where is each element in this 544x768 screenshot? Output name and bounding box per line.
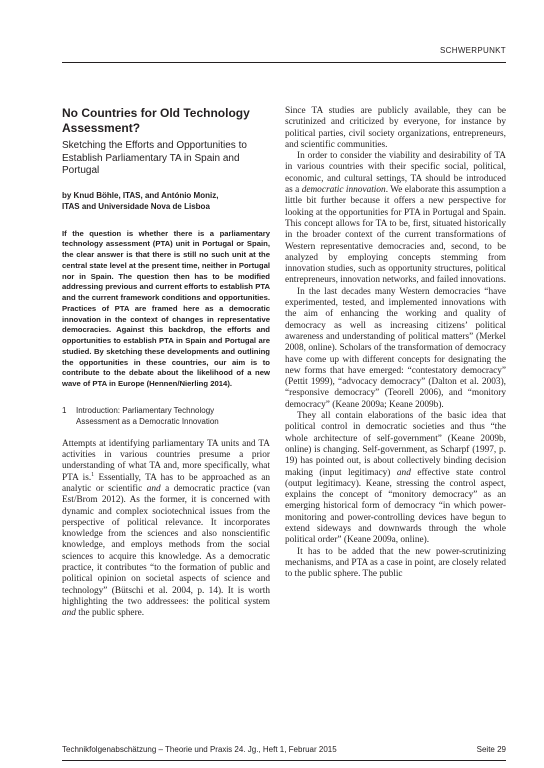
- authors-line-1: by Knud Böhle, ITAS, and António Moniz,: [62, 190, 219, 200]
- section-title-line-2: Assessment as a Democratic Innovation: [76, 416, 219, 426]
- paragraph-1-emphasis-2: and: [62, 608, 76, 619]
- section-title: [76, 405, 270, 427]
- paragraph-4: In the last decades many Western democracies “have experimented, tested, and implemented innovations with the aim of enhancing the working and quality of democracy as well as increasing citizens’ political awareness and understanding of political matters” (Merkel 2008, online). Scholars of the transformation of democracy have come up with different concepts for designating the new forms that have emerged: “contestatory democracy” (Pettit 1999), “advocacy democracy” (Dalton et al. 2003), “responsive democracy” (Teorell 2006), and “monitory democracy” (Keane 2009a; Keane 2009b).: [285, 286, 506, 410]
- paragraph-1: [62, 439, 270, 620]
- abstract: If the question is whether there is a parliamentary technology assessment (PTA) unit in Portugal or Spain, the clear answer is that there is still no such unit at the central state level at the present time, neither in Portugal nor in Spain. The question then has to be modified addressing previous and current efforts to establish PTA and the current framework conditions and opportunities. Practices of PTA are framed here as a democratic innovation in the context of changes in representative democracies. Against this backdrop, the efforts and opportunities to establish PTA in Spain and Portugal are studied. By sketching these developments and outlining the opportunities in these countries, our aim is to contribute to the debate about the likelihood of a new wave of PTA in Europe (Hennen/Nierling 2014).: [62, 228, 270, 388]
- article-title: No Countries for Old Technology Assessment?: [62, 106, 250, 135]
- author-line: [62, 190, 270, 212]
- paragraph-5-part-a: They all contain elaborations of the basic idea that political control in democratic societies and thus “the whole architecture of self-government” (Keane 2009b, online) is changing. Self-government, as Scharpf (1997, p. 19) has pointed out, is about collectively binding decision making (input legitimacy): [285, 411, 506, 478]
- paragraph-3-emphasis: democratic innovation: [301, 185, 386, 196]
- paragraph-1-emphasis: and: [146, 483, 161, 494]
- paragraph-2: Since TA studies are publicly available, they can be scrutinized and criticized by everyone, for instance by political parties, civil society organizations, entrepreneurs, and scientific communities.: [285, 106, 506, 150]
- footnote-ref[interactable]: 1: [91, 471, 95, 478]
- right-column: [285, 106, 506, 580]
- authors-line-2: ITAS and Universidade Nova de Lisboa: [62, 201, 210, 211]
- header-rule: [62, 62, 506, 63]
- paragraph-5-part-b: effective state control (output legitimacy). Keane, stressing the control aspect, explains the concept of “monitory democracy” as an emerging historical form of democracy “in which power-monitoring and power-controlling devices have begun to extend sideways and downwards through the whole political order” (Keane 2009a, online).: [285, 467, 507, 546]
- paragraph-6: It has to be added that the new power-scrutinizing mechanisms, and PTA as a case in point, are closely related to the public sphere. The public: [285, 546, 506, 580]
- paragraph-3-part-b: . We elaborate this assumption a little bit further because it offers a new perspective for looking at the opportunities for PTA in Portugal and Spain. This concept allows for TA to be, first, situated historically in the broader context of the current transformations of Western representative democracies and, second, to be analyzed by employing concepts stemming from innovation studies, such as opportunity structures, political entrepreneurs, innovation networks, and failed innovations.: [285, 185, 507, 286]
- footer-rule: [62, 760, 506, 761]
- paragraph-1-part-d: the public sphere.: [75, 608, 145, 619]
- paragraph-3-part-a: In order to consider the viability and desirability of TA in various countries with their specific social, political, economic, and cultural settings, TA should be introduced as a: [285, 151, 506, 196]
- section-title-line-1: Introduction: Parliamentary Technology: [76, 405, 215, 415]
- paragraph-1-part-a: Attempts at identifying parliamentary TA units and TA activities in various countries presume a prior understanding of what TA and, more specifically, what PTA is.: [62, 438, 270, 483]
- journal-footer: Technikfolgenabschätzung – Theorie und Praxis 24. Jg., Heft 1, Februar 2015: [62, 745, 337, 754]
- section-heading: [62, 405, 270, 427]
- article-subtitle: Sketching the Efforts and Opportunities to Establish Parliamentary TA in Spain and Portugal: [62, 140, 247, 176]
- paragraph-1-part-c: a democratic practice (van Est/Brom 2012). As the former, it is concerned with dynamic and complex sociotechnical issues from the perspective of political relevance. It incorporates knowledge from the sciences and also nonscientific knowledge, and employs methods from the social sciences to acquire this knowledge. As a democratic practice, it contributes “to the formation of public and political opinion on societal aspects of science and technology” (Bütschi et al. 2004, p. 14). It is worth highlighting the two addressees: the political system: [62, 483, 270, 607]
- section-tag: SCHWERPUNKT: [440, 46, 506, 55]
- page-number: Seite 29: [476, 745, 506, 754]
- left-column: [62, 106, 270, 620]
- paragraph-3: [285, 151, 506, 287]
- section-number: 1: [62, 405, 67, 415]
- paragraph-5: [285, 411, 506, 547]
- paragraph-1-part-b: Essentially, TA has to be approached as an analytic or scientific: [62, 472, 270, 494]
- paragraph-5-emphasis: and: [396, 467, 411, 478]
